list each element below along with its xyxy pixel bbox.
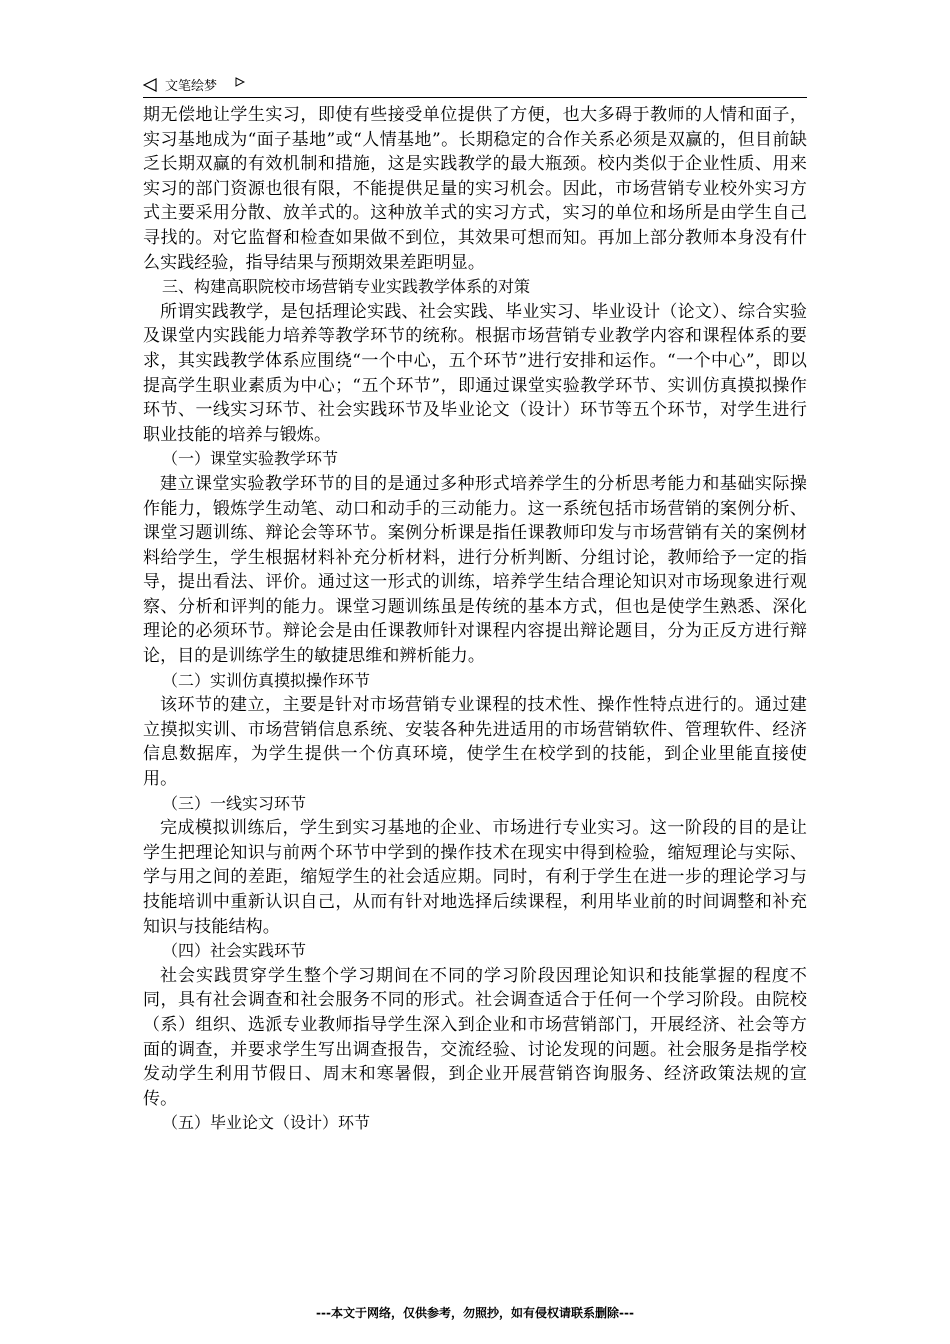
section-heading: 三、构建高职院校市场营销专业实践教学体系的对策 xyxy=(162,277,531,297)
paragraph: 该环节的建立，主要是针对市场营销专业课程的技术性、操作性特点进行的。通过建立摸拟实训、市场营销信息系统、安装各种先进适用的市场营销软件、管理软件、经济信息数据库，为学生提供一个仿真环境，使学生在校学到的技能，到企业里能直接使用。 xyxy=(143,695,807,790)
subsection-heading: （三）一线实习环节 xyxy=(162,793,307,813)
header-brand: 文笔绘梦 xyxy=(165,79,218,94)
subsection-heading: （五）毕业论文（设计）环节 xyxy=(162,1113,371,1133)
paragraph: 期无偿地让学生实习，即使有些接受单位提供了方便，也大多碍于教师的人情和面子，实习基地成为“面子基地”或“人情基地”。长期稳定的合作关系必须是双赢的，但目前缺乏长期双赢的有效机制和措施，这是实践教学的最大瓶颈。校内类似于企业性质、用来实习的部门资源也很有限，不能提供足量的实习机会。因此，市场营销专业校外实习方式主要采用分散、放羊式的。这种放羊式的实习方式，实习的单位和场所是由学生自己寻找的。对它监督和检查如果做不到位，其效果可想而知。再加上部分教师本身没有什么实践经验，指导结果与预期效果差距明显。 xyxy=(143,105,807,273)
page-header xyxy=(143,72,807,98)
subsection-heading: （一）课堂实验教学环节 xyxy=(162,449,339,469)
paragraph: 建立课堂实验教学环节的目的是通过多种形式培养学生的分析思考能力和基础实际操作能力，锻炼学生动笔、动口和动手的三动能力。这一系统包括市场营销的案例分析、课堂习题训练、辩论会等环节。案例分析课是指任课教师印发与市场营销有关的案例材料给学生，学生根据材料补充分析材料，进行分析判断、分组讨论，教师给予一定的指导，提出看法、评价。通过这一形式的训练，培养学生结合理论知识对市场现象进行观察、分析和评判的能力。课堂习题训练虽是传统的基本方式，但也是使学生熟悉、深化理论的必须环节。辩论会是由任课教师针对课程内容提出辩论题目，分为正反方进行辩论，目的是训练学生的敏捷思维和辨析能力。 xyxy=(143,473,807,667)
document-body xyxy=(143,103,807,1136)
triangle-left-icon xyxy=(143,78,157,92)
triangle-right-icon xyxy=(235,77,245,87)
paragraph: 社会实践贯穿学生整个学习期间在不同的学习阶段因理论知识和技能掌握的程度不同，具有社会调查和社会服务不同的形式。社会调查适合于任何一个学习阶段。由院校（系）组织、选派专业教师指导学生深入到企业和市场营销部门，开展经济、社会等方面的调查，并要求学生写出调查报告，交流经验、讨论发现的问题。社会服务是指学校发动学生利用节假日、周末和寒暑假，到企业开展营销咨询服务、经济政策法规的宣传。 xyxy=(143,965,807,1109)
subsection-heading: （二）实训仿真摸拟操作环节 xyxy=(162,670,371,690)
paragraph: 所谓实践教学，是包括理论实践、社会实践、毕业实习、毕业设计（论文）、综合实验及课堂内实践能力培养等教学环节的统称。根据市场营销专业教学内容和课程体系的要求，其实践教学体系应围绕“一个中心，五个环节”进行安排和运作。“一个中心”，即以提高学生职业素质为中心；“五个环节”，即通过课堂实验教学环节、实训仿真摸拟操作环节、一线实习环节、社会实践环节及毕业论文（设计）环节等五个环节，对学生进行职业技能的培养与锻炼。 xyxy=(143,301,807,445)
subsection-heading: （四）社会实践环节 xyxy=(162,941,307,961)
paragraph: 完成模拟训练后，学生到实习基地的企业、市场进行专业实习。这一阶段的目的是让学生把理论知识与前两个环节中学到的操作技术在现实中得到检验，缩短理论与实际、学与用之间的差距，缩短学生的社会适应期。同时，有利于学生在进一步的理论学习与技能培训中重新认识自己，从而有针对地选择后续课程，利用毕业前的时间调整和补充知识与技能结构。 xyxy=(143,818,807,937)
page-footer: ---本文于网络，仅供参考，勿照抄，如有侵权请联系删除--- xyxy=(316,1306,634,1320)
